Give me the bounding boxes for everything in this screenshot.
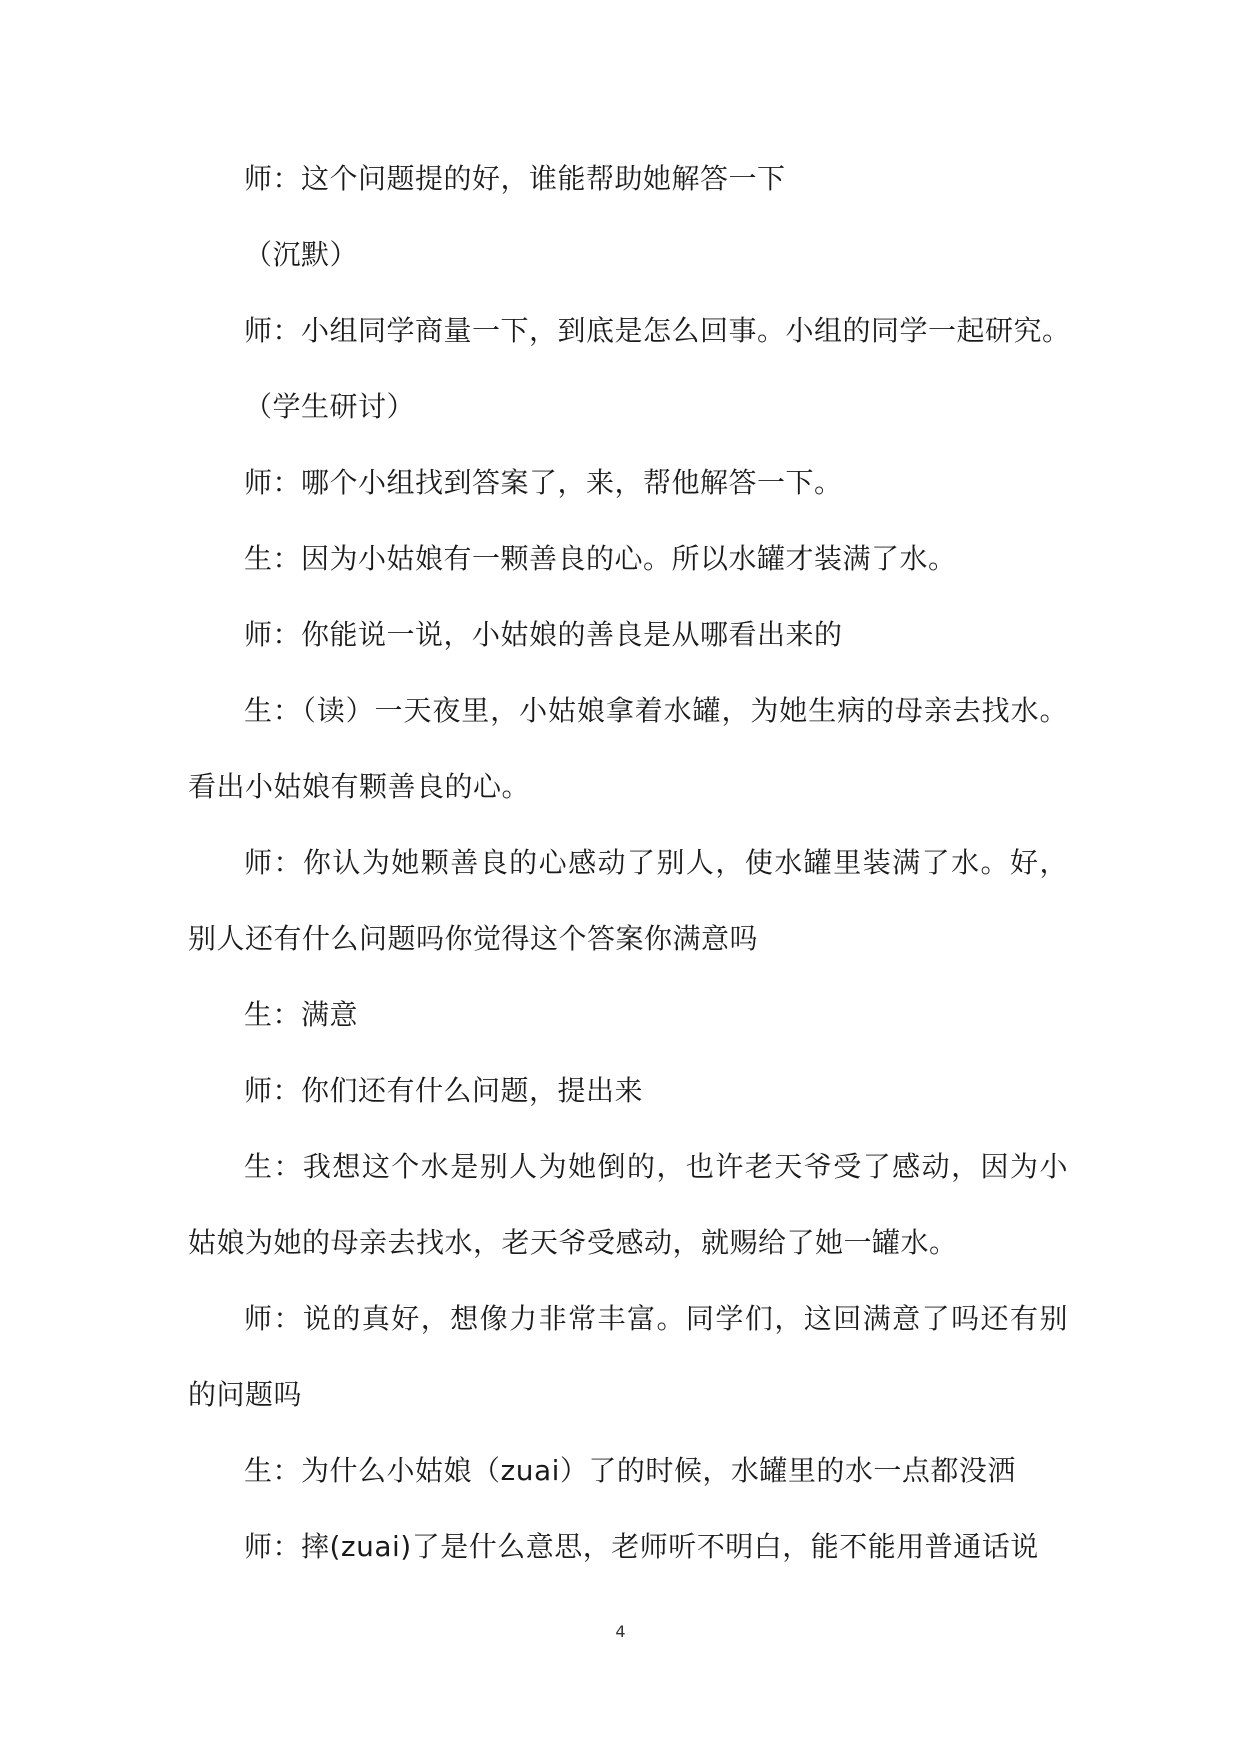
paragraph-8: 生：（读）一天夜里，小姑娘拿着水罐，为她生病的母亲去找水。看出小姑娘有颗善良的心。	[188, 694, 1068, 803]
paragraph-15: 师：摔(zuai)了是什么意思，老师听不明白，能不能用普通话说	[244, 1530, 1039, 1563]
paragraph-7: 师：你能说一说，小姑娘的善良是从哪看出来的	[244, 618, 843, 651]
paragraph-5: 师：哪个小组找到答案了，来，帮他解答一下。	[244, 466, 843, 499]
paragraph-6: 生：因为小姑娘有一颗善良的心。所以水罐才装满了水。	[244, 542, 957, 575]
paragraph-14: 生：为什么小姑娘（zuai）了的时候，水罐里的水一点都没洒	[244, 1454, 1016, 1487]
paragraph-11: 师：你们还有什么问题，提出来	[244, 1074, 644, 1107]
paragraph-4: （学生研讨）	[244, 390, 416, 423]
paragraph-9: 师：你认为她颗善良的心感动了别人，使水罐里装满了水。好，别人还有什么问题吗你觉得这个答案你满意吗	[188, 846, 1068, 955]
paragraph-1: 师：这个问题提的好，谁能帮助她解答一下	[244, 162, 786, 195]
paragraph-10: 生：满意	[244, 998, 359, 1031]
paragraph-12: 生：我想这个水是别人为她倒的，也许老天爷受了感动，因为小姑娘为她的母亲去找水，老天爷受感动，就赐给了她一罐水。	[188, 1150, 1068, 1259]
document-body	[188, 141, 1071, 1585]
paragraph-2: （沉默）	[244, 238, 359, 271]
page-number: 4	[615, 1622, 626, 1641]
paragraph-13: 师：说的真好，想像力非常丰富。同学们，这回满意了吗还有别的问题吗	[188, 1302, 1068, 1411]
paragraph-3: 师：小组同学商量一下，到底是怎么回事。小组的同学一起研究。	[244, 314, 1071, 347]
